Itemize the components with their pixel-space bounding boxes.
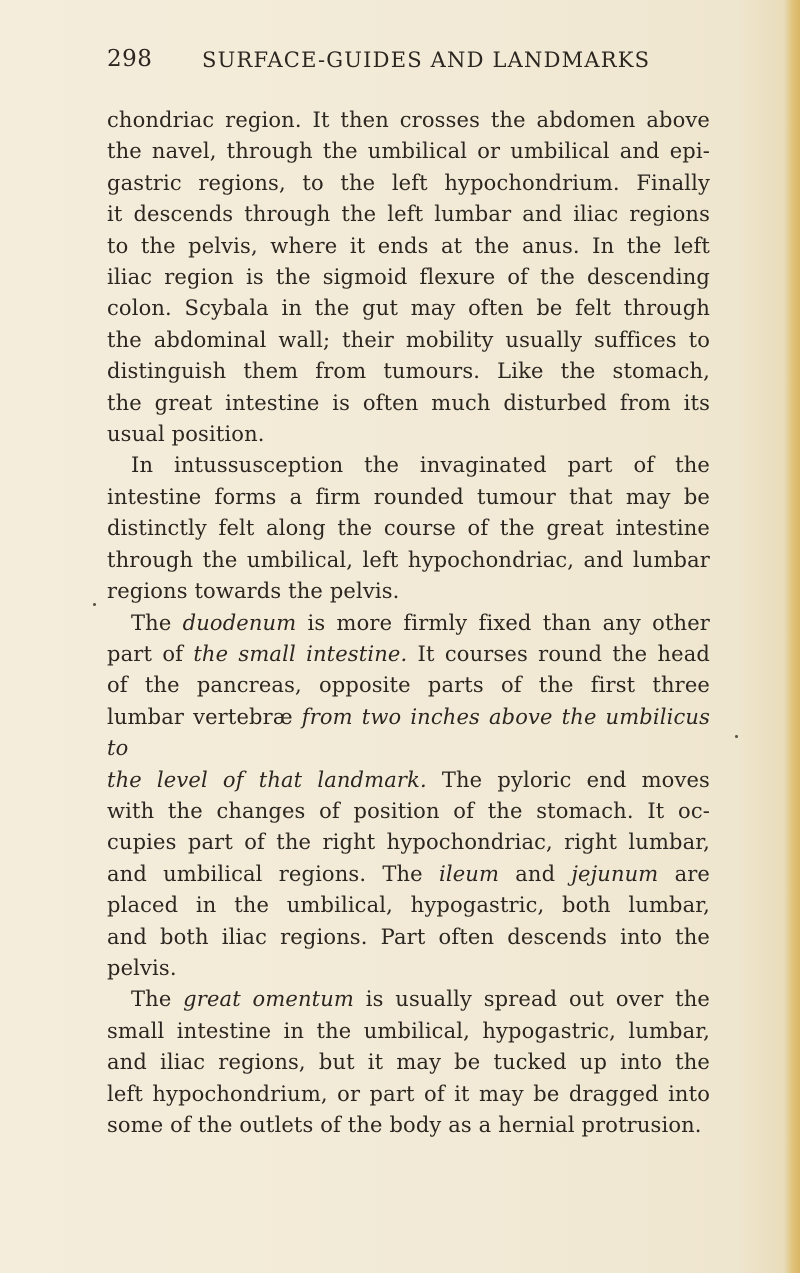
term-jejunum: jejunum [571, 861, 659, 886]
ink-speck [735, 735, 738, 738]
text-line: of the pancreas, opposite parts of the first three [107, 673, 710, 698]
text-line: small intestine in the umbilical, hypogastric, lumbar, [107, 1018, 710, 1043]
text-line: iliac region is the sigmoid flexure of the descending [107, 265, 710, 290]
paragraph-4 [107, 984, 710, 1141]
term-ileum: ileum [438, 861, 500, 886]
text-line: intestine forms a firm rounded tumour that may be [107, 484, 710, 509]
term-duodenum: duodenum [182, 610, 297, 635]
text-line: In intussusception the invaginated part of the [131, 453, 710, 478]
text-line: The duodenum is more firmly fixed than any other [131, 610, 710, 635]
page-edge-shading [784, 0, 800, 1273]
text-line: gastric regions, to the left hypochondrium. Finally [107, 170, 710, 195]
italic-phrase: from two inches above the umbilicus to [107, 704, 711, 761]
text-line: the navel, through the umbilical or umbilical and epi- [107, 139, 710, 164]
text-line: the great intestine is often much disturbed from its [107, 390, 710, 415]
text-line: the level of that landmark. The pyloric end moves [107, 767, 710, 792]
text-line: left hypochondrium, or part of it may be dragged into [107, 1081, 710, 1106]
text-line: colon. Scybala in the gut may often be felt through [107, 296, 710, 321]
text-line: distinctly felt along the course of the great intestine [107, 516, 710, 541]
text-line: The great omentum is usually spread out over the [131, 987, 710, 1012]
ink-speck [93, 603, 96, 606]
paragraph-1 [107, 105, 710, 450]
running-head: SURFACE-GUIDES AND LANDMARKS [202, 48, 651, 72]
paragraph-3 [107, 608, 710, 985]
body-text [107, 105, 710, 1141]
text-line: the abdominal wall; their mobility usually suffices to [107, 327, 710, 352]
paragraph-2 [107, 450, 710, 607]
text-line: to the pelvis, where it ends at the anus. In the left [107, 233, 710, 258]
text-line: distinguish them from tumours. Like the stomach, [107, 359, 710, 384]
text-line: with the changes of position of the stomach. It oc- [107, 798, 710, 823]
text-line: and iliac regions, but it may be tucked up into the [107, 1050, 710, 1075]
text-line: some of the outlets of the body as a hernial protrusion. [107, 1113, 702, 1137]
text-line: placed in the umbilical, hypogastric, both lumbar, [107, 893, 710, 918]
text-line: pelvis. [107, 955, 177, 980]
text-line: cupies part of the right hypochondriac, right lumbar, [107, 830, 710, 855]
page-number: 298 [107, 46, 153, 72]
text-line: regions towards the pelvis. [107, 579, 400, 604]
text-line: it descends through the left lumbar and iliac regions [107, 202, 710, 227]
text-line: part of the small intestine. It courses round the head [107, 641, 710, 666]
page-header [107, 46, 747, 76]
text-line: chondriac region. It then crosses the abdomen above [107, 108, 710, 132]
text-line: usual position. [107, 422, 265, 447]
term-great-omentum: great omentum [183, 987, 354, 1012]
text-line: through the umbilical, left hypochondriac, and lumbar [107, 547, 710, 572]
italic-phrase: the level of that landmark. [107, 767, 427, 792]
text-line: and umbilical regions. The ileum and jejunum are [107, 861, 711, 886]
text-line: and both iliac regions. Part often descends into the [107, 924, 710, 949]
text-line: lumbar vertebræ from two inches above the umbilicus to [107, 704, 711, 761]
term-small-intestine: the small intestine. [193, 641, 408, 666]
